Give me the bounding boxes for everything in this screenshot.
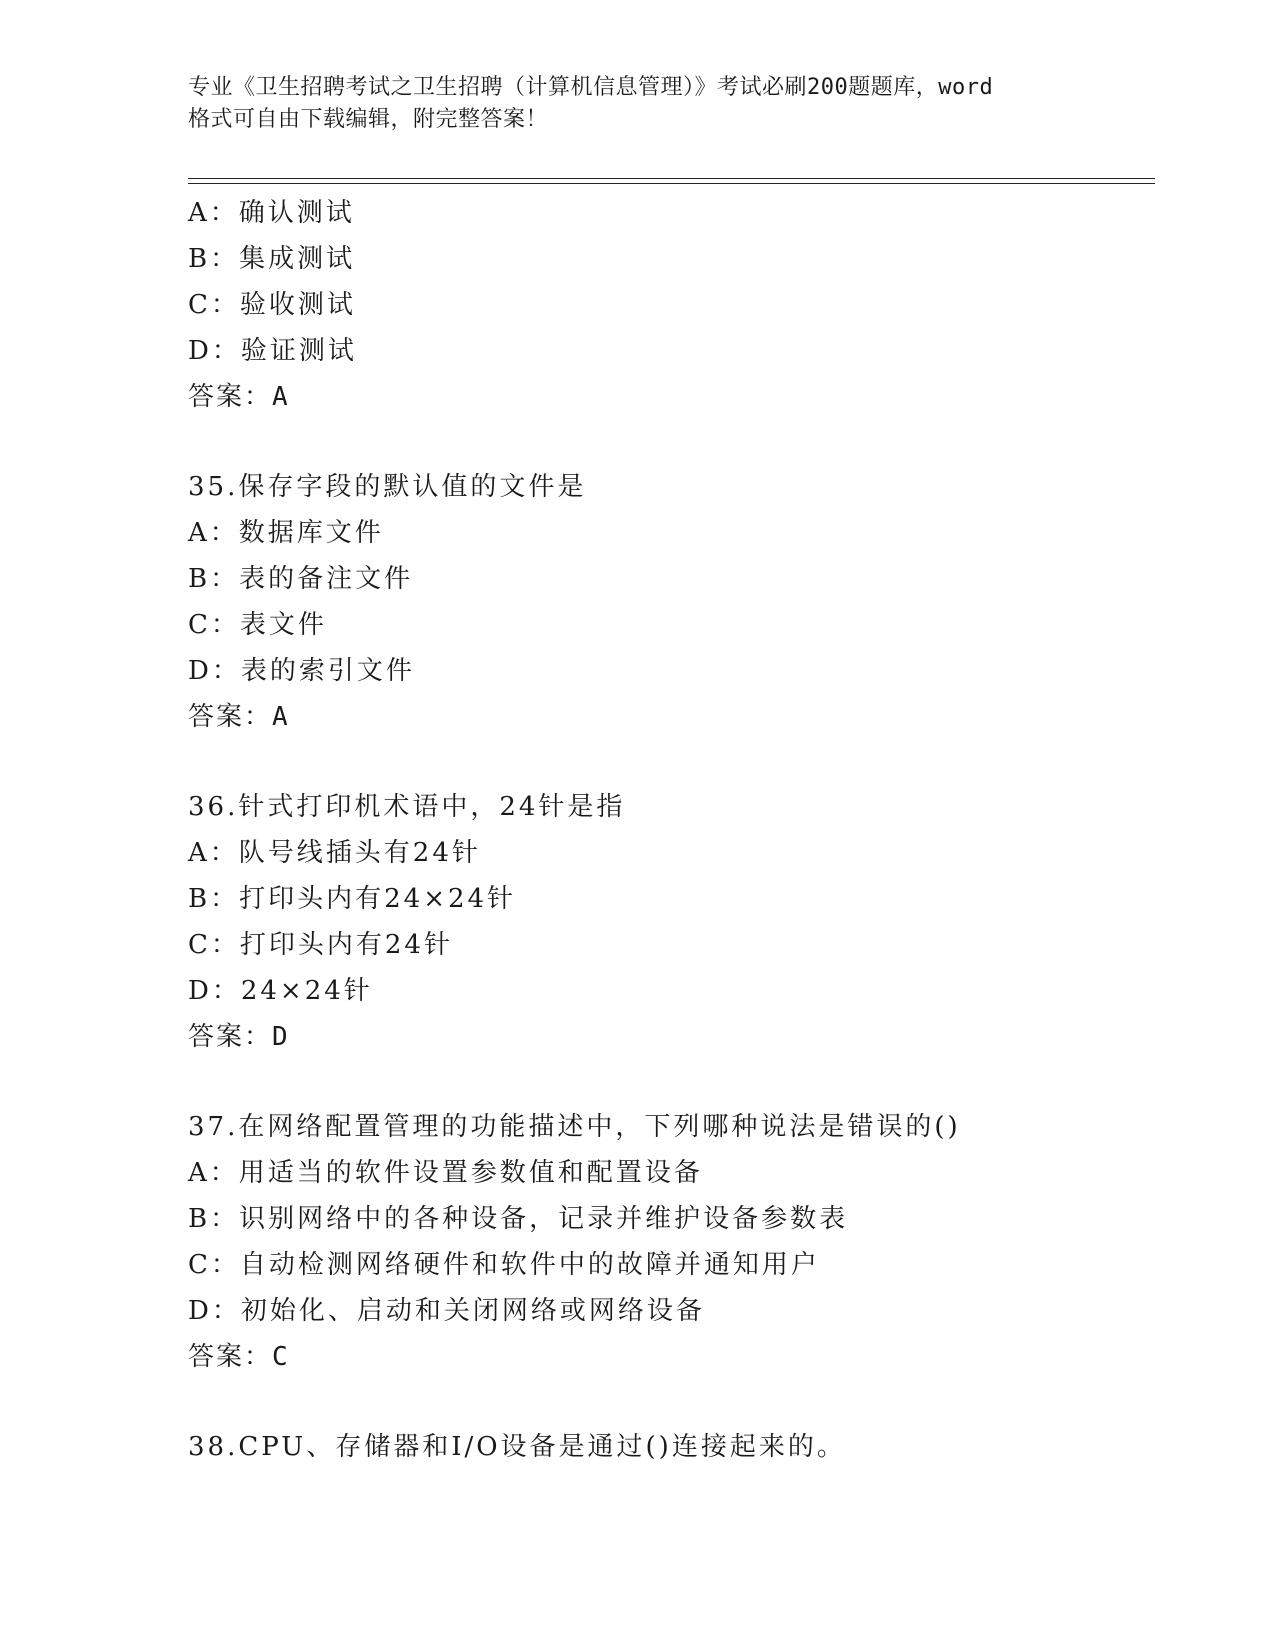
- answer-line: 答案：D: [188, 1022, 290, 1052]
- option-b: B：集成测试: [188, 244, 356, 274]
- option-d: D：24×24针: [188, 976, 373, 1006]
- answer-line: 答案：C: [188, 1342, 290, 1372]
- header-divider-top: [188, 178, 1155, 179]
- question-block-38: [188, 1424, 1148, 1470]
- question-list: [188, 190, 1148, 1470]
- question-block-37: [188, 1104, 1148, 1380]
- option-d: D：初始化、启动和关闭网络或网络设备: [188, 1296, 705, 1326]
- question-text: 37.在网络配置管理的功能描述中，下列哪种说法是错误的(): [188, 1112, 961, 1142]
- option-b: B：表的备注文件: [188, 564, 414, 594]
- question-text: 38.CPU、存储器和I/O设备是通过()连接起来的。: [188, 1432, 846, 1462]
- question-block-36: [188, 784, 1148, 1060]
- option-c: C：表文件: [188, 610, 327, 640]
- option-c: C：验收测试: [188, 290, 356, 320]
- option-a: A：确认测试: [188, 198, 355, 228]
- question-block-35: [188, 464, 1148, 740]
- header-line-1: 专业《卫生招聘考试之卫生招聘（计算机信息管理）》考试必刷200题题库，word: [188, 75, 994, 100]
- document-header: [188, 72, 1088, 136]
- option-b: B：识别网络中的各种设备，记录并维护设备参数表: [188, 1204, 849, 1234]
- question-text: 36.针式打印机术语中，24针是指: [188, 792, 626, 822]
- header-line-2: 格式可自由下载编辑，附完整答案！: [188, 107, 549, 132]
- option-a: A：数据库文件: [188, 518, 384, 548]
- option-b: B：打印头内有24×24针: [188, 884, 517, 914]
- option-a: A：队号线插头有24针: [188, 838, 481, 868]
- question-text: 35.保存字段的默认值的文件是: [188, 472, 587, 502]
- answer-line: 答案：A: [188, 382, 290, 412]
- option-c: C：打印头内有24针: [188, 930, 453, 960]
- option-d: D：表的索引文件: [188, 656, 415, 686]
- option-d: D：验证测试: [188, 336, 357, 366]
- question-block-34: [188, 190, 1148, 420]
- answer-line: 答案：A: [188, 702, 290, 732]
- option-a: A：用适当的软件设置参数值和配置设备: [188, 1158, 703, 1188]
- header-divider-bottom: [188, 183, 1155, 184]
- option-c: C：自动检测网络硬件和软件中的故障并通知用户: [188, 1250, 820, 1280]
